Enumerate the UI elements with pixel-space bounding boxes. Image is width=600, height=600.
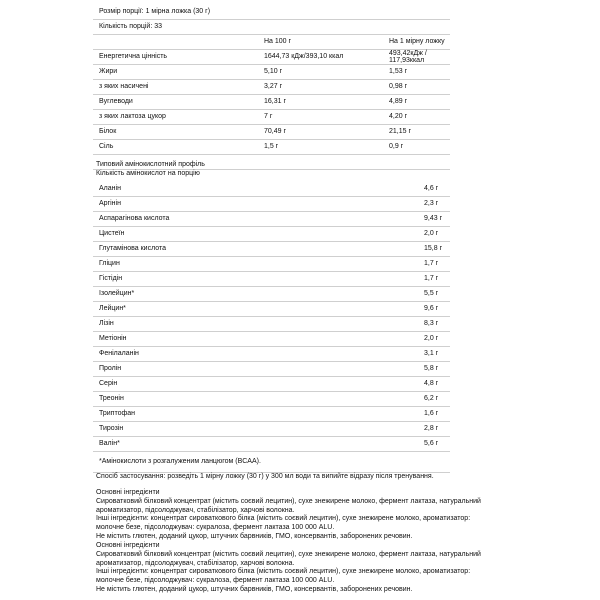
amino-row xyxy=(93,256,450,271)
amino-acid-name: Цистеїн xyxy=(93,226,424,241)
amino-acid-name: Тирозін xyxy=(93,421,424,436)
nutrient-per100: 70,49 г xyxy=(262,124,387,139)
amino-row xyxy=(93,436,450,451)
nutrient-perserving: 21,15 г xyxy=(387,124,450,139)
amino-acid-name: Глутамінова кислота xyxy=(93,241,424,256)
amino-acid-name: Валін* xyxy=(93,436,424,451)
amino-row xyxy=(93,181,450,196)
amino-row xyxy=(93,331,450,346)
amino-acid-name: Гістідін xyxy=(93,271,424,286)
amino-acid-amount: 2,3 г xyxy=(424,196,450,211)
bcaa-footnote: *Амінокислоти з розгалуженим ланцюгом (BCAA). xyxy=(93,451,450,472)
amino-acid-name: Лізін xyxy=(93,316,424,331)
nutrient-name: з яких лактоза цукор xyxy=(93,109,262,124)
amino-row xyxy=(93,391,450,406)
serving-size: Розмір порції: 1 мірна ложка (30 г) xyxy=(93,4,450,19)
ingredients-block xyxy=(96,542,576,595)
amino-acid-name: Серін xyxy=(93,376,424,391)
amino-acid-amount: 8,3 г xyxy=(424,316,450,331)
amino-acid-name: Лейцин* xyxy=(93,301,424,316)
ingredients-line: Не містить глютен, доданий цукор, штучних барвників, ГМО, консервантів, заборонених речовин. xyxy=(96,532,413,540)
ingredients-line: ароматизатор, підсолоджувач, стабілізатор, харчові волокна. xyxy=(96,506,295,514)
amino-profile-subtitle: Кількість амінокислот на порцію xyxy=(96,170,200,177)
amino-row xyxy=(93,301,450,316)
nutrient-per100: 7 г xyxy=(262,109,387,124)
nutrient-perserving: 493,42кДж / 117,93ккал xyxy=(387,49,450,64)
nutrient-per100: 3,27 г xyxy=(262,79,387,94)
amino-acid-name: Метіонін xyxy=(93,331,424,346)
ingredients-line: Інші інгредієнти: концентрат сироваткового білка (містить соєвий лецитин), сухе знежирене молоко, ароматизатор: xyxy=(96,515,471,523)
ingredients-line: Інші інгредієнти: концентрат сироваткового білка (містить соєвий лецитин), сухе знежирене молоко, ароматизатор: xyxy=(96,568,471,576)
amino-acid-amount: 15,8 г xyxy=(424,241,450,256)
nutrient-per100: 1644,73 кДж/393,10 ккал xyxy=(262,49,387,64)
amino-row xyxy=(93,286,450,301)
amino-row xyxy=(93,421,450,436)
nutrient-name: Вуглеводи xyxy=(93,94,262,109)
nutrient-name: з яких насичені xyxy=(93,79,262,94)
nutrition-row xyxy=(93,49,450,64)
nutrition-header-perserving: На 1 мірну ложку xyxy=(387,34,450,49)
amino-acid-amount: 9,43 г xyxy=(424,211,450,226)
amino-acid-amount: 5,5 г xyxy=(424,286,450,301)
ingredients-title: Основні інгредієнти xyxy=(96,542,160,549)
amino-footnote-row xyxy=(93,451,450,472)
amino-profile-heading xyxy=(96,160,205,178)
amino-row xyxy=(93,361,450,376)
amino-acid-name: Треонін xyxy=(93,391,424,406)
amino-row xyxy=(93,271,450,286)
nutrition-row xyxy=(93,139,450,154)
nutrient-per100: 1,5 г xyxy=(262,139,387,154)
nutrient-perserving: 4,89 г xyxy=(387,94,450,109)
ingredients-line: Сироватковий білковий концентрат (містить соєвий лецитин), сухе знежирене молоко, фермент лактаза, натуральний xyxy=(96,497,481,505)
ingredients-line: Не містить глютен, доданий цукор, штучних барвників, ГМО, консервантів, заборонених речовин. xyxy=(96,585,413,593)
amino-row xyxy=(93,211,450,226)
nutrition-header-empty xyxy=(93,34,262,49)
amino-acid-name: Триптофан xyxy=(93,406,424,421)
amino-row xyxy=(93,406,450,421)
ingredients-line: ароматизатор, підсолоджувач, стабілізатор, харчові волокна. xyxy=(96,559,295,567)
amino-acid-amount: 6,2 г xyxy=(424,391,450,406)
nutrient-perserving: 0,98 г xyxy=(387,79,450,94)
amino-acid-name: Аспарагінова кислота xyxy=(93,211,424,226)
nutrition-row xyxy=(93,124,450,139)
amino-acid-amount: 1,7 г xyxy=(424,256,450,271)
ingredients-line: молочне безе, підсолоджувач: сукралоза, фермент лактаза 100 000 ALU. xyxy=(96,577,335,585)
amino-acid-name: Аргінін xyxy=(93,196,424,211)
amino-acid-amount: 1,6 г xyxy=(424,406,450,421)
nutrient-name: Жири xyxy=(93,64,262,79)
amino-row xyxy=(93,241,450,256)
amino-acid-amount: 9,6 г xyxy=(424,301,450,316)
amino-row xyxy=(93,226,450,241)
nutrient-perserving: 0,9 г xyxy=(387,139,450,154)
amino-acid-amount: 3,1 г xyxy=(424,346,450,361)
amino-acid-amount: 4,6 г xyxy=(424,181,450,196)
nutrition-row xyxy=(93,109,450,124)
amino-acid-name: Гліцин xyxy=(93,256,424,271)
ingredients-line: Сироватковий білковий концентрат (містить соєвий лецитин), сухе знежирене молоко, фермент лактаза, натуральний xyxy=(96,550,481,558)
amino-acid-amount: 5,8 г xyxy=(424,361,450,376)
nutrition-row xyxy=(93,94,450,109)
amino-acid-table xyxy=(93,181,450,473)
nutrient-name: Енергетична цінність xyxy=(93,49,262,64)
ingredients-title: Основні інгредієнти xyxy=(96,489,160,496)
usage-instructions: Спосіб застосування: розведіть 1 мірну ложку (30 г) у 300 мл води та випийте відразу після тренування. xyxy=(96,473,434,480)
nutrient-per100: 16,31 г xyxy=(262,94,387,109)
amino-acid-name: Пролін xyxy=(93,361,424,376)
servings-count: Кількість порцій: 33 xyxy=(93,19,450,34)
nutrition-row xyxy=(93,64,450,79)
servings-count-row xyxy=(93,19,450,34)
amino-acid-name: Фенілаланін xyxy=(93,346,424,361)
amino-row xyxy=(93,346,450,361)
nutrient-name: Білок xyxy=(93,124,262,139)
serving-size-row xyxy=(93,4,450,19)
nutrition-row xyxy=(93,79,450,94)
amino-acid-name: Аланін xyxy=(93,181,424,196)
nutrient-name: Сіль xyxy=(93,139,262,154)
amino-acid-amount: 2,0 г xyxy=(424,226,450,241)
nutrient-perserving: 1,53 г xyxy=(387,64,450,79)
nutrient-perserving xyxy=(387,154,450,169)
nutrition-header-per100: На 100 г xyxy=(262,34,387,49)
amino-acid-amount: 1,7 г xyxy=(424,271,450,286)
amino-profile-title: Типовий амінокислотний профіль xyxy=(96,161,205,168)
amino-acid-amount: 4,8 г xyxy=(424,376,450,391)
nutrition-header-row xyxy=(93,34,450,49)
nutrient-per100 xyxy=(262,154,387,169)
amino-acid-name: Ізолейцин* xyxy=(93,286,424,301)
ingredients-line: молочне безе, підсолоджувач: сукралоза, фермент лактаза 100 000 ALU. xyxy=(96,524,335,532)
amino-row xyxy=(93,376,450,391)
ingredients-block xyxy=(96,489,576,542)
amino-acid-amount: 2,0 г xyxy=(424,331,450,346)
amino-acid-amount: 5,6 г xyxy=(424,436,450,451)
nutrition-table xyxy=(93,4,450,170)
amino-row xyxy=(93,316,450,331)
nutrient-perserving: 4,20 г xyxy=(387,109,450,124)
amino-acid-amount: 2,8 г xyxy=(424,421,450,436)
nutrient-per100: 5,10 г xyxy=(262,64,387,79)
amino-row xyxy=(93,196,450,211)
